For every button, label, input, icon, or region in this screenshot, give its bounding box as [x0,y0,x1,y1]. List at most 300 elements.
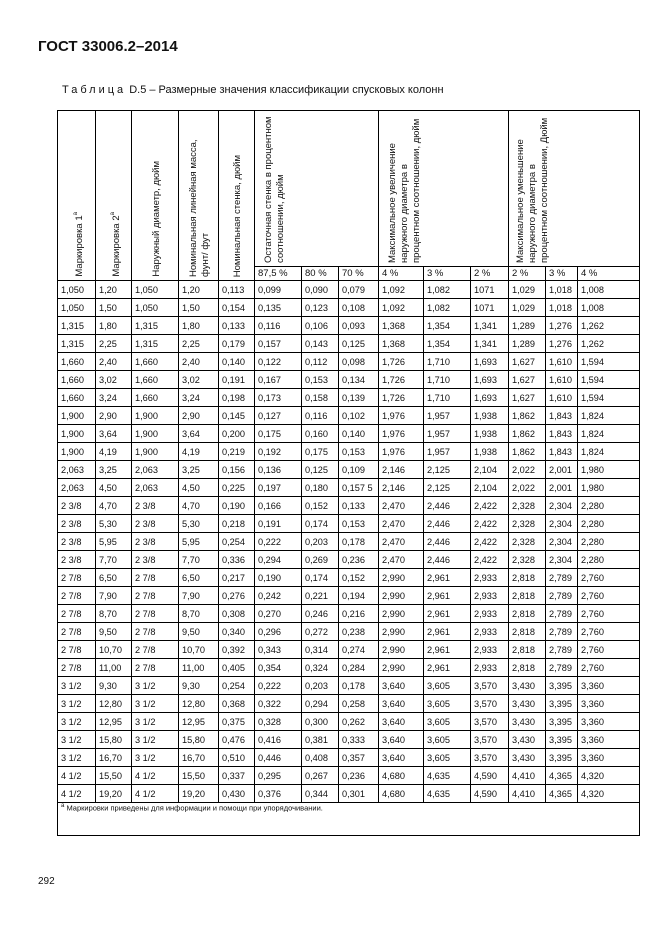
table-cell: 1,843 [546,425,578,443]
table-cell: 0,218 [219,515,255,533]
table-cell: 2,789 [546,659,578,677]
table-cell: 2,470 [379,551,424,569]
table-cell: 1,050 [58,299,96,317]
table-cell: 1,029 [509,281,546,299]
table-row [58,389,640,407]
table-cell: 1,693 [471,389,509,407]
table-cell: 0,430 [219,785,255,803]
table-cell: 3 1/2 [132,695,179,713]
table-cell: 2,961 [424,623,471,641]
table-cell: 1,862 [509,407,546,425]
table-cell: 2,760 [578,623,640,641]
table-cell: 1,693 [471,353,509,371]
table-cell: 2,789 [546,587,578,605]
table-cell: 0,381 [302,731,339,749]
table-cell: 1,50 [179,299,219,317]
table-cell: 1,594 [578,371,640,389]
table-cell: 1,900 [132,443,179,461]
table-cell: 2,760 [578,569,640,587]
table-cell: 0,295 [255,767,302,785]
table-cell: 4,70 [96,497,132,515]
table-cell: 0,191 [219,371,255,389]
table-cell: 0,328 [255,713,302,731]
table-row [58,695,640,713]
table-cell: 8,70 [96,605,132,623]
table-cell: 19,20 [96,785,132,803]
table-cell: 2,328 [509,515,546,533]
table-row [58,749,640,767]
table-cell: 2 7/8 [58,569,96,587]
table-cell: 1,862 [509,425,546,443]
table-cell: 2,063 [58,479,96,497]
table-cell: 0,140 [339,425,379,443]
table-cell: 1,660 [58,353,96,371]
table-cell: 2,470 [379,497,424,515]
table-cell: 4,19 [179,443,219,461]
table-cell: 2,818 [509,641,546,659]
table-cell: 0,133 [219,317,255,335]
table-cell: 3,605 [424,713,471,731]
table-cell: 2,304 [546,533,578,551]
table-cell: 4 1/2 [58,767,96,785]
table-cell: 3,605 [424,695,471,713]
table-cell: 1,824 [578,443,640,461]
table-cell: 3,360 [578,677,640,695]
table-cell: 0,152 [302,497,339,515]
footnote-row [58,803,640,836]
table-cell: 0,284 [339,659,379,677]
table-cell: 0,294 [255,551,302,569]
table-cell: 0,221 [302,587,339,605]
table-cell: 0,143 [302,335,339,353]
table-cell: 1,976 [379,407,424,425]
table-cell: 0,153 [302,371,339,389]
table-cell: 0,174 [302,569,339,587]
table-cell: 0,175 [302,443,339,461]
table-cell: 1,20 [179,281,219,299]
table-cell: 2,760 [578,641,640,659]
table-cell: 0,106 [302,317,339,335]
table-cell: 2,818 [509,569,546,587]
table-row [58,713,640,731]
table-cell: 1,341 [471,335,509,353]
table-cell: 2 7/8 [132,587,179,605]
table-cell: 2,789 [546,641,578,659]
table-cell: 3,430 [509,695,546,713]
table-cell: 4,320 [578,785,640,803]
table-cell: 2 7/8 [132,605,179,623]
table-cell: 0,098 [339,353,379,371]
table-cell: 3,360 [578,695,640,713]
table-cell: 0,337 [219,767,255,785]
table-cell: 1,957 [424,425,471,443]
table-cell: 0,392 [219,641,255,659]
table-cell: 2 3/8 [58,551,96,569]
header-nominal-wall: Номинальная стенка, дюйм [219,111,255,281]
subheader-cell: 2 % [509,267,546,281]
table-cell: 2,990 [379,641,424,659]
table-cell: 0,222 [255,677,302,695]
table-cell: 2,25 [96,335,132,353]
table-cell: 2 7/8 [58,587,96,605]
table-cell: 3,25 [179,461,219,479]
table-cell: 2,990 [379,605,424,623]
table-cell: 1,050 [132,299,179,317]
table-cell: 2 3/8 [132,533,179,551]
table-cell: 6,50 [96,569,132,587]
table-cell: 2,933 [471,659,509,677]
table-cell: 1,050 [58,281,96,299]
table-cell: 0,238 [339,623,379,641]
table-cell: 2,063 [58,461,96,479]
table-cell: 0,200 [219,425,255,443]
table-cell: 2,063 [132,479,179,497]
table-row [58,551,640,569]
table-cell: 2,40 [179,353,219,371]
table-cell: 0,276 [219,587,255,605]
table-cell: 7,90 [96,587,132,605]
table-caption-text: D.5 – Размерные значения классификации спусковых колонн [129,84,444,96]
table-cell: 2,760 [578,659,640,677]
table-cell: 3,430 [509,731,546,749]
table-cell: 2,304 [546,551,578,569]
table-cell: 1,627 [509,389,546,407]
table-cell: 7,90 [179,587,219,605]
header-residual-wall: Остаточная стенка в процентном соотношении, дюйм [255,111,379,267]
table-cell: 1,092 [379,281,424,299]
table-cell: 0,190 [255,569,302,587]
table-row [58,353,640,371]
table-cell: 0,116 [302,407,339,425]
table-cell: 1,368 [379,335,424,353]
table-cell: 11,00 [179,659,219,677]
table-cell: 0,476 [219,731,255,749]
table-cell: 2,328 [509,533,546,551]
subheader-cell: 3 % [546,267,578,281]
table-cell: 3 1/2 [132,749,179,767]
table-cell: 5,30 [96,515,132,533]
table-cell: 4 1/2 [132,785,179,803]
table-cell: 0,258 [339,695,379,713]
table-cell: 2,280 [578,533,640,551]
table-cell: 2,789 [546,623,578,641]
table-row [58,515,640,533]
table-cell: 0,336 [219,551,255,569]
table-cell: 0,166 [255,497,302,515]
table-cell: 1,610 [546,389,578,407]
table-cell: 0,267 [302,767,339,785]
table-cell: 12,80 [179,695,219,713]
table-cell: 0,219 [219,443,255,461]
table-cell: 2,146 [379,479,424,497]
table-cell: 2,25 [179,335,219,353]
table-cell: 0,145 [219,407,255,425]
table-cell: 4,680 [379,767,424,785]
table-cell: 2,422 [471,497,509,515]
table-cell: 0,416 [255,731,302,749]
table-cell: 1,092 [379,299,424,317]
table-cell: 3 1/2 [132,713,179,731]
table-cell: 1,289 [509,335,546,353]
table-cell: 3,24 [179,389,219,407]
table-cell: 2 7/8 [132,641,179,659]
table-cell: 0,127 [255,407,302,425]
table-cell: 12,95 [179,713,219,731]
table-cell: 2,001 [546,461,578,479]
table-cell: 12,95 [96,713,132,731]
table-cell: 2,818 [509,587,546,605]
table-cell: 0,112 [302,353,339,371]
table-cell: 0,156 [219,461,255,479]
table-cell: 0,122 [255,353,302,371]
table-cell: 2,422 [471,533,509,551]
table-cell: 0,236 [339,551,379,569]
table-row [58,533,640,551]
table-cell: 2,022 [509,479,546,497]
table-cell: 0,160 [302,425,339,443]
table-cell: 0,217 [219,569,255,587]
table-cell: 2,446 [424,533,471,551]
table-cell: 2,125 [424,461,471,479]
table-cell: 0,194 [339,587,379,605]
table-cell: 4,410 [509,785,546,803]
table-cell: 3,430 [509,677,546,695]
table-cell: 0,136 [255,461,302,479]
table-cell: 2,022 [509,461,546,479]
table-cell: 9,30 [179,677,219,695]
table-cell: 2,422 [471,515,509,533]
table-cell: 1,082 [424,281,471,299]
table-cell: 4,320 [578,767,640,785]
table-cell: 1,262 [578,335,640,353]
table-cell: 1,938 [471,425,509,443]
table-cell: 1,262 [578,317,640,335]
subheader-cell: 2 % [471,267,509,281]
table-cell: 15,50 [179,767,219,785]
table-cell: 1,900 [132,407,179,425]
table-cell: 12,80 [96,695,132,713]
table-cell: 1,341 [471,317,509,335]
table-cell: 2 7/8 [132,623,179,641]
table-cell: 2,280 [578,551,640,569]
table-cell: 3,605 [424,731,471,749]
table-cell: 2,125 [424,479,471,497]
table-cell: 1,980 [578,479,640,497]
table-cell: 3,605 [424,677,471,695]
table-cell: 3,360 [578,731,640,749]
table-cell: 2,961 [424,659,471,677]
table-cell: 1,710 [424,371,471,389]
table-cell: 1,660 [132,389,179,407]
table-cell: 10,70 [179,641,219,659]
table-cell: 4,590 [471,785,509,803]
table-cell: 4,50 [179,479,219,497]
table-cell: 0,079 [339,281,379,299]
subheader-cell: 4 % [379,267,424,281]
table-cell: 2,990 [379,569,424,587]
table-cell: 1071 [471,281,509,299]
table-cell: 1,976 [379,443,424,461]
table-cell: 3,570 [471,713,509,731]
table-cell: 1,843 [546,407,578,425]
table-cell: 3,640 [379,749,424,767]
table-cell: 3,640 [379,731,424,749]
table-cell: 5,95 [96,533,132,551]
table-cell: 2 7/8 [132,659,179,677]
table-cell: 0,324 [302,659,339,677]
table-cell: 4 1/2 [132,767,179,785]
table-cell: 1,082 [424,299,471,317]
table-cell: 1,50 [96,299,132,317]
table-cell: 3,640 [379,695,424,713]
table-cell: 1,315 [132,317,179,335]
table-cell: 1,726 [379,353,424,371]
table-cell: 16,70 [96,749,132,767]
table-row [58,461,640,479]
table-cell: 0,216 [339,605,379,623]
table-cell: 0,314 [302,641,339,659]
table-cell: 0,153 [339,443,379,461]
table-cell: 2,328 [509,497,546,515]
footnote: $^a$ Маркировки приведены для информации и помощи при упорядочивании. [58,803,640,836]
table-cell: 0,272 [302,623,339,641]
table-cell: 2,001 [546,479,578,497]
table-cell: 2 7/8 [58,605,96,623]
table-cell: 3,395 [546,677,578,695]
table-cell: 0,139 [339,389,379,407]
table-cell: 2 7/8 [58,623,96,641]
table-row [58,587,640,605]
table-cell: 19,20 [179,785,219,803]
table-cell: 0,408 [302,749,339,767]
table-cell: 0,236 [339,767,379,785]
table-cell: 1,957 [424,407,471,425]
table-cell: 7,70 [96,551,132,569]
table-cell: 3,570 [471,731,509,749]
table-cell: 0,300 [302,713,339,731]
table-cell: 0,153 [339,515,379,533]
table-cell: 2 3/8 [58,515,96,533]
header-row [58,111,640,267]
table-cell: 5,30 [179,515,219,533]
table-row [58,317,640,335]
table-row [58,785,640,803]
table-cell: 3,570 [471,695,509,713]
table-cell: 1,627 [509,371,546,389]
table-row [58,641,640,659]
table-cell: 1,824 [578,425,640,443]
table-cell: 2 7/8 [58,641,96,659]
table-cell: 4,410 [509,767,546,785]
table-cell: 1,726 [379,371,424,389]
table-cell: 2,304 [546,497,578,515]
table-cell: 0,340 [219,623,255,641]
table-row [58,443,640,461]
table-cell: 1,824 [578,407,640,425]
table-cell: 2,328 [509,551,546,569]
table-row [58,767,640,785]
table-cell: 2,446 [424,515,471,533]
page-number: 292 [38,876,55,887]
table-cell: 0,099 [255,281,302,299]
table-cell: 2,818 [509,659,546,677]
table-row [58,677,640,695]
table-cell: 1,660 [132,353,179,371]
table-cell: 0,179 [219,335,255,353]
table-cell: 1,80 [179,317,219,335]
table-cell: 0,301 [339,785,379,803]
table-cell: 3,360 [578,749,640,767]
table-cell: 0,157 [255,335,302,353]
table-cell: 3,24 [96,389,132,407]
table-cell: 2,063 [132,461,179,479]
table-cell: 2 3/8 [58,497,96,515]
table-row [58,425,640,443]
table-cell: 1,610 [546,353,578,371]
table-cell: 15,50 [96,767,132,785]
table-cell: 1,862 [509,443,546,461]
table-cell: 1,018 [546,281,578,299]
subheader-cell: 4 % [578,267,640,281]
table-cell: 1,018 [546,299,578,317]
table-cell: 1,660 [132,371,179,389]
table-cell: 0,344 [302,785,339,803]
table-cell: 0,108 [339,299,379,317]
table-row [58,335,640,353]
table-cell: 0,343 [255,641,302,659]
table-cell: 0,109 [339,461,379,479]
subheader-cell: 80 % [302,267,339,281]
table-cell: 1,594 [578,353,640,371]
table-cell: 3,395 [546,749,578,767]
table-cell: 2,961 [424,587,471,605]
table-cell: 3,430 [509,713,546,731]
table-cell: 2,818 [509,623,546,641]
table-cell: 2,789 [546,569,578,587]
table-body [58,281,640,803]
table-cell: 8,70 [179,605,219,623]
table-caption [62,84,444,96]
table-cell: 3 1/2 [58,731,96,749]
document-title: ГОСТ 33006.2–2014 [38,38,178,55]
table-cell: 1,726 [379,389,424,407]
table-cell: 2 7/8 [58,659,96,677]
table-cell: 1,938 [471,407,509,425]
table-cell: 3,395 [546,713,578,731]
table-cell: 15,80 [179,731,219,749]
table-cell: 0,180 [302,479,339,497]
table-cell: 3,640 [379,677,424,695]
table-row [58,407,640,425]
table-cell: 3 1/2 [58,713,96,731]
table-row [58,371,640,389]
table-cell: 0,322 [255,695,302,713]
table-cell: 4,635 [424,767,471,785]
table-row [58,281,640,299]
table-cell: 1,80 [96,317,132,335]
table-cell: 2,789 [546,605,578,623]
table-cell: 1,660 [58,389,96,407]
table-row [58,299,640,317]
table-cell: 2,304 [546,515,578,533]
table-cell: 3,605 [424,749,471,767]
table-cell: 0,192 [255,443,302,461]
table-cell: 0,116 [255,317,302,335]
table-cell: 16,70 [179,749,219,767]
table-cell: 4,680 [379,785,424,803]
table-cell: 2,760 [578,605,640,623]
table-cell: 0,296 [255,623,302,641]
